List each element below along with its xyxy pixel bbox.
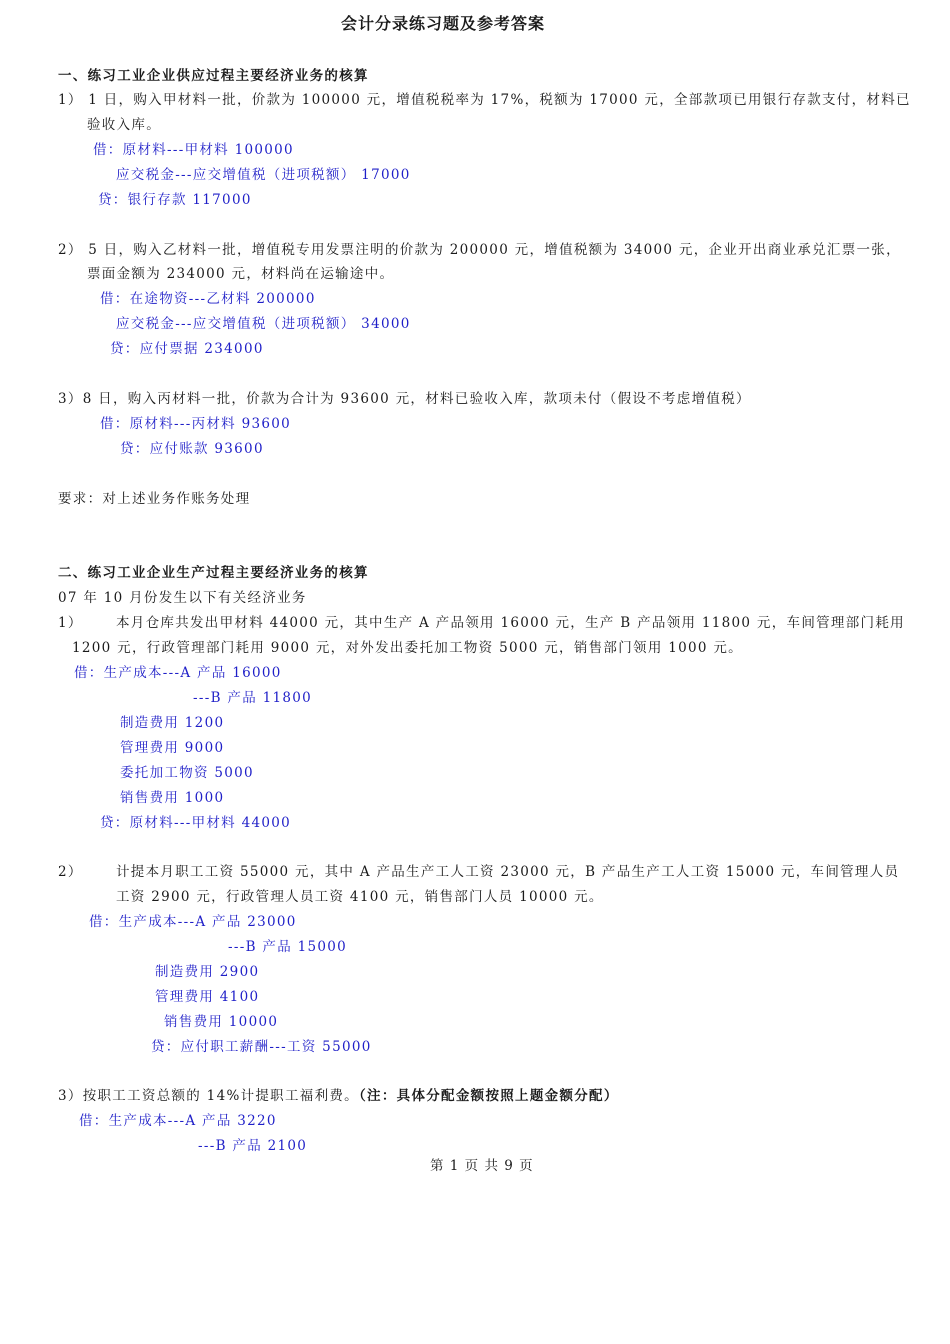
section2-intro: 07 年 10 月份发生以下有关经济业务 bbox=[58, 590, 307, 606]
section1-q1-line2: 验收入库。 bbox=[87, 117, 161, 133]
section1-heading: 一、练习工业企业供应过程主要经济业务的核算 bbox=[58, 68, 369, 84]
section2-q1-line1: 本月仓库共发出甲材料 44000 元，其中生产 A 产品领用 16000 元，生产 B 产品领用 11800 元，车间管理部门耗用 bbox=[116, 615, 905, 631]
section1-q1-entry-credit: 贷：银行存款 117000 bbox=[98, 192, 252, 208]
section2-q1-line2: 1200 元，行政管理部门耗用 9000 元，对外发出委托加工物资 5000 元，销售部门领用 1000 元。 bbox=[72, 640, 743, 656]
section2-q1-number: 1） bbox=[58, 615, 83, 631]
section1-q2-entry-debit-2: 应交税金---应交增值税（进项税额） 34000 bbox=[116, 316, 411, 332]
section2-q1-entry-1: 借：生产成本---A 产品 16000 bbox=[74, 665, 282, 681]
page-footer: 第 1 页 共 9 页 bbox=[430, 1158, 534, 1174]
page-title: 会计分录练习题及参考答案 bbox=[341, 14, 546, 33]
section1-q3-entry-debit: 借：原材料---丙材料 93600 bbox=[100, 416, 292, 432]
section2-q1-entry-5: 委托加工物资 5000 bbox=[120, 765, 254, 781]
section1-q3-line1: 3）8 日，购入丙材料一批，价款为合计为 93600 元，材料已验收入库，款项未付（假设不考虑增值税） bbox=[58, 391, 751, 407]
section2-q2-entry-4: 管理费用 4100 bbox=[155, 989, 260, 1005]
section2-q1-entry-2: ---B 产品 11800 bbox=[193, 690, 313, 706]
section2-q3-line bbox=[58, 1087, 619, 1105]
section2-q2-line1: 计提本月职工工资 55000 元，其中 A 产品生产工人工资 23000 元，B 产品生产工人工资 15000 元，车间管理人员 bbox=[116, 864, 900, 880]
section2-q1-entry-6: 销售费用 1000 bbox=[120, 790, 225, 806]
section1-q2-line2: 票面金额为 234000 元，材料尚在运输途中。 bbox=[87, 266, 395, 282]
section2-q2-number: 2） bbox=[58, 864, 83, 880]
section2-q3-entry-1: 借：生产成本---A 产品 3220 bbox=[79, 1113, 277, 1129]
section1-q1-entry-debit: 借：原材料---甲材料 100000 bbox=[93, 142, 294, 158]
section2-q2-entry-credit: 贷：应付职工薪酬---工资 55000 bbox=[151, 1039, 372, 1055]
section1-q2-entry-debit: 借：在途物资---乙材料 200000 bbox=[100, 291, 316, 307]
section2-q2-entry-2: ---B 产品 15000 bbox=[228, 939, 348, 955]
section2-q2-entry-1: 借：生产成本---A 产品 23000 bbox=[89, 914, 297, 930]
section2-q2-entry-5: 销售费用 10000 bbox=[164, 1014, 279, 1030]
section2-q3-note: （注：具体分配金额按照上题金额分配） bbox=[359, 1088, 619, 1104]
section1-requirement: 要求：对上述业务作账务处理 bbox=[58, 491, 251, 507]
section2-q2-line2: 工资 2900 元，行政管理人员工资 4100 元，销售部门人员 10000 元。 bbox=[116, 889, 604, 905]
section2-q3-text: 3）按职工工资总额的 14%计提职工福利费。 bbox=[58, 1088, 359, 1104]
section1-q2-entry-credit: 贷：应付票据 234000 bbox=[110, 341, 264, 357]
section2-q1-entry-credit: 贷：原材料---甲材料 44000 bbox=[100, 815, 292, 831]
section1-q2-line1: 2） 5 日，购入乙材料一批，增值税专用发票注明的价款为 200000 元，增值税额为 34000 元，企业开出商业承兑汇票一张， bbox=[58, 242, 901, 258]
section2-q1-entry-3: 制造费用 1200 bbox=[120, 715, 225, 731]
section1-q1-entry-debit-2: 应交税金---应交增值税（进项税额） 17000 bbox=[116, 167, 411, 183]
section2-q2-entry-3: 制造费用 2900 bbox=[155, 964, 260, 980]
section2-heading: 二、练习工业企业生产过程主要经济业务的核算 bbox=[58, 565, 369, 581]
section1-q1-line1: 1） 1 日，购入甲材料一批，价款为 100000 元，增值税税率为 17%，税额为 17000 元，全部款项已用银行存款支付，材料已 bbox=[58, 92, 911, 108]
section1-q3-entry-credit: 贷：应付账款 93600 bbox=[120, 441, 264, 457]
section2-q1-entry-4: 管理费用 9000 bbox=[120, 740, 225, 756]
section2-q3-entry-2: ---B 产品 2100 bbox=[198, 1138, 308, 1154]
